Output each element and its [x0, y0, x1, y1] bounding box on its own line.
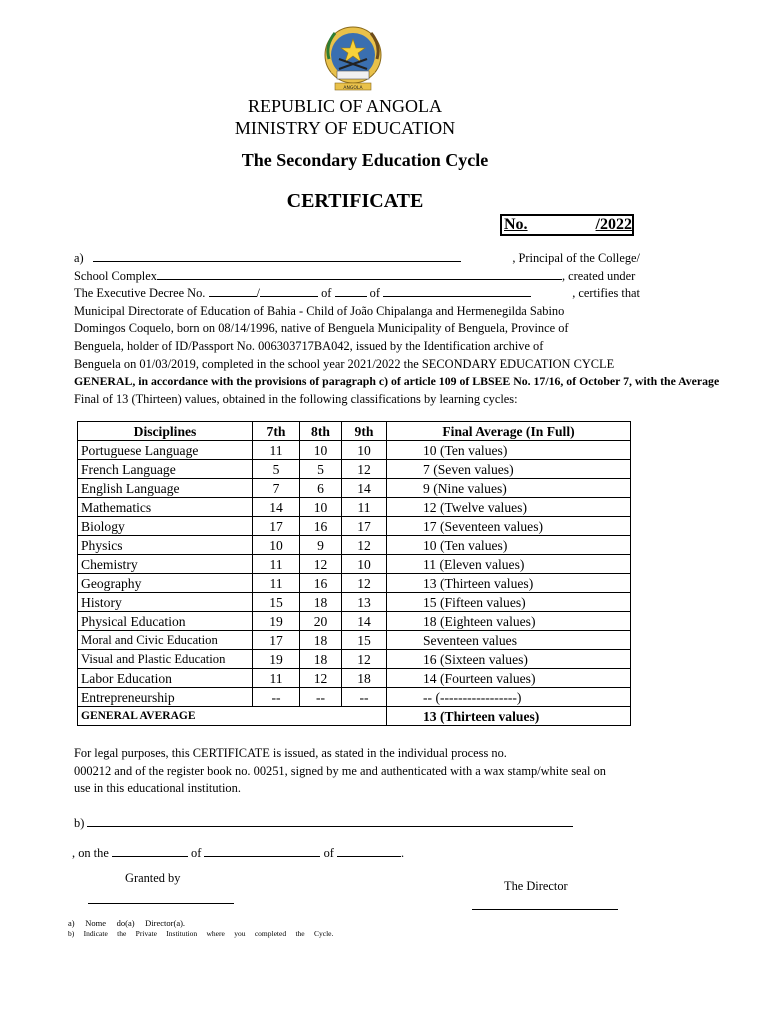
angola-emblem-icon	[321, 25, 385, 95]
date-month-blank	[204, 845, 320, 857]
director-signature-line	[472, 908, 618, 910]
header-7th: 7th	[253, 422, 300, 441]
created-under-text: , created under	[561, 268, 636, 283]
discipline-cell: Moral and Civic Education	[78, 631, 253, 650]
header-disciplines: Disciplines	[78, 422, 253, 441]
discipline-cell: French Language	[78, 460, 253, 479]
grade-8th-cell: 18	[300, 631, 342, 650]
table-row	[78, 498, 631, 517]
certifies-text: , certifies that	[572, 286, 640, 301]
b-marker: b)	[74, 816, 85, 830]
final-average-cell: 9 (Nine values)	[387, 479, 631, 498]
of-text: of	[369, 286, 380, 301]
number-year: /2022	[595, 216, 632, 233]
table-row	[78, 669, 631, 688]
table-row	[78, 688, 631, 707]
period-text: .	[401, 846, 405, 860]
date-year-blank	[337, 845, 401, 857]
table-header-row	[78, 422, 631, 441]
grade-7th-cell: 19	[253, 650, 300, 669]
grade-9th-cell: 12	[342, 650, 387, 669]
grade-7th-cell: 11	[253, 669, 300, 688]
date-line	[72, 845, 404, 861]
body-line-6: Benguela, holder of ID/Passport No. 006303717BA042, issued by the Identification archive of	[74, 338, 544, 353]
grade-8th-cell: 10	[300, 441, 342, 460]
final-average-cell: 13 (Thirteen values)	[387, 574, 631, 593]
grade-7th-cell: 14	[253, 498, 300, 517]
legal-paragraph	[74, 745, 640, 798]
grade-9th-cell: 12	[342, 574, 387, 593]
final-average-cell: 16 (Sixteen values)	[387, 650, 631, 669]
final-average-cell: Seventeen values	[387, 631, 631, 650]
grade-9th-cell: 13	[342, 593, 387, 612]
grade-8th-cell: 16	[300, 517, 342, 536]
discipline-cell: History	[78, 593, 253, 612]
table-row	[78, 441, 631, 460]
table-row	[78, 593, 631, 612]
table-row	[78, 479, 631, 498]
on-the-text: , on the	[72, 846, 109, 860]
granted-by-label: Granted by	[125, 871, 181, 885]
table-row	[78, 555, 631, 574]
grade-7th-cell: 5	[253, 460, 300, 479]
certificate-title: CERTIFICATE	[286, 190, 424, 212]
discipline-cell: Visual and Plastic Education	[78, 650, 253, 669]
decree-number-blank	[209, 285, 257, 297]
discipline-cell: Physical Education	[78, 612, 253, 631]
footnote-a: a) Nome do(a) Director(a).	[68, 918, 186, 928]
school-complex-label: School Complex	[74, 268, 157, 283]
footnote-b: b) Indicate the Private Institution where you completed the Cycle.	[68, 929, 334, 938]
of-text: of	[323, 846, 334, 860]
grade-8th-cell: 18	[300, 650, 342, 669]
principal-name-blank	[93, 250, 461, 262]
discipline-cell: Entrepreneurship	[78, 688, 253, 707]
grade-7th-cell: 17	[253, 517, 300, 536]
grade-7th-cell: 11	[253, 555, 300, 574]
grade-7th-cell: 11	[253, 441, 300, 460]
granted-by-signature-line	[88, 902, 234, 904]
of-text: of	[321, 286, 332, 301]
table-row	[78, 612, 631, 631]
cycle-heading: The Secondary Education Cycle	[241, 150, 489, 170]
table-row	[78, 460, 631, 479]
grade-9th-cell: 10	[342, 441, 387, 460]
discipline-cell: Mathematics	[78, 498, 253, 517]
of-text: of	[191, 846, 202, 860]
grade-7th-cell: 19	[253, 612, 300, 631]
header-8th: 8th	[300, 422, 342, 441]
final-average-cell: 17 (Seventeen values)	[387, 517, 631, 536]
grade-9th-cell: 11	[342, 498, 387, 517]
grade-9th-cell: 18	[342, 669, 387, 688]
decree-number-blank-2	[260, 285, 318, 297]
date-day-blank	[112, 845, 188, 857]
decree-label: The Executive Decree No.	[74, 286, 206, 301]
grade-7th-cell: 17	[253, 631, 300, 650]
grade-7th-cell: 11	[253, 574, 300, 593]
general-average-value: 13 (Thirteen values)	[387, 707, 631, 726]
decree-day-blank	[335, 285, 367, 297]
table-row	[78, 631, 631, 650]
b-line	[74, 815, 573, 831]
certificate-body	[74, 250, 720, 408]
final-average-cell: 10 (Ten values)	[387, 536, 631, 555]
table-row	[78, 517, 631, 536]
final-average-cell: 15 (Fifteen values)	[387, 593, 631, 612]
grade-8th-cell: 20	[300, 612, 342, 631]
grade-7th-cell: 7	[253, 479, 300, 498]
emblem-text: ANGOLA	[343, 85, 363, 91]
table-row	[78, 574, 631, 593]
body-line-4: Municipal Directorate of Education of Bahia - Child of João Chipalanga and Hermenegilda Sabino	[74, 303, 565, 318]
discipline-cell: Portuguese Language	[78, 441, 253, 460]
grade-9th-cell: 15	[342, 631, 387, 650]
grades-table	[77, 421, 631, 726]
body-line-1	[74, 250, 640, 268]
discipline-cell: Biology	[78, 517, 253, 536]
grade-7th-cell: 15	[253, 593, 300, 612]
grade-8th-cell: 10	[300, 498, 342, 517]
header-final-average: Final Average (In Full)	[387, 422, 631, 441]
grade-8th-cell: 6	[300, 479, 342, 498]
grade-7th-cell: --	[253, 688, 300, 707]
grade-9th-cell: 12	[342, 536, 387, 555]
discipline-cell: Geography	[78, 574, 253, 593]
director-label: The Director	[504, 879, 568, 893]
grade-8th-cell: 12	[300, 555, 342, 574]
grade-8th-cell: 9	[300, 536, 342, 555]
grade-8th-cell: 5	[300, 460, 342, 479]
body-line-7: Benguela on 01/03/2019, completed in the school year 2021/2022 the SECONDARY EDUCATION CYCLE	[74, 356, 615, 371]
a-marker: a)	[74, 251, 84, 265]
final-average-cell: 11 (Eleven values)	[387, 555, 631, 574]
grade-8th-cell: 12	[300, 669, 342, 688]
certificate-number-box	[500, 214, 634, 236]
body-line-5: Domingos Coquelo, born on 08/14/1996, native of Benguela Municipality of Benguela, Province of	[74, 321, 569, 336]
header-9th: 9th	[342, 422, 387, 441]
final-average-cell: 12 (Twelve values)	[387, 498, 631, 517]
grade-9th-cell: 17	[342, 517, 387, 536]
legal-line-2: 000212 and of the register book no. 00251, signed by me and authenticated with a wax stamp/white seal on	[74, 763, 606, 778]
republic-heading: REPUBLIC OF ANGOLA	[247, 96, 443, 116]
legal-line-3: use in this educational institution.	[74, 781, 241, 796]
discipline-cell: Labor Education	[78, 669, 253, 688]
grade-8th-cell: 16	[300, 574, 342, 593]
body-line-2	[74, 268, 640, 286]
grade-7th-cell: 10	[253, 536, 300, 555]
school-complex-blank	[157, 268, 562, 280]
discipline-cell: English Language	[78, 479, 253, 498]
grade-9th-cell: --	[342, 688, 387, 707]
grade-9th-cell: 14	[342, 612, 387, 631]
final-average-cell: 7 (Seven values)	[387, 460, 631, 479]
legal-line-1: For legal purposes, this CERTIFICATE is issued, as stated in the individual process no.	[74, 746, 507, 760]
general-average-label: GENERAL AVERAGE	[78, 707, 387, 726]
grade-8th-cell: --	[300, 688, 342, 707]
discipline-cell: Physics	[78, 536, 253, 555]
final-average-cell: -- (-----------------)	[387, 688, 631, 707]
table-row	[78, 650, 631, 669]
body-line-3: The Executive Decree No. / of of , certifies that	[74, 285, 640, 303]
general-average-row	[78, 707, 631, 726]
decree-year-blank	[383, 285, 531, 297]
discipline-cell: Chemistry	[78, 555, 253, 574]
grade-8th-cell: 18	[300, 593, 342, 612]
principal-text: , Principal of the College/	[512, 251, 640, 265]
ministry-heading: MINISTRY OF EDUCATION	[234, 118, 456, 138]
grade-9th-cell: 12	[342, 460, 387, 479]
final-average-cell: 14 (Fourteen values)	[387, 669, 631, 688]
institution-blank	[87, 815, 573, 827]
body-line-8: GENERAL, in accordance with the provisions of paragraph c) of article 109 of LBSEE No. 17/16, of October 7, with the Average	[74, 374, 720, 389]
final-average-cell: 10 (Ten values)	[387, 441, 631, 460]
body-line-9: Final of 13 (Thirteen) values, obtained in the following classifications by learning cycles:	[74, 391, 518, 406]
final-average-cell: 18 (Eighteen values)	[387, 612, 631, 631]
number-label: No.	[504, 216, 528, 233]
grade-9th-cell: 10	[342, 555, 387, 574]
grade-9th-cell: 14	[342, 479, 387, 498]
table-row	[78, 536, 631, 555]
